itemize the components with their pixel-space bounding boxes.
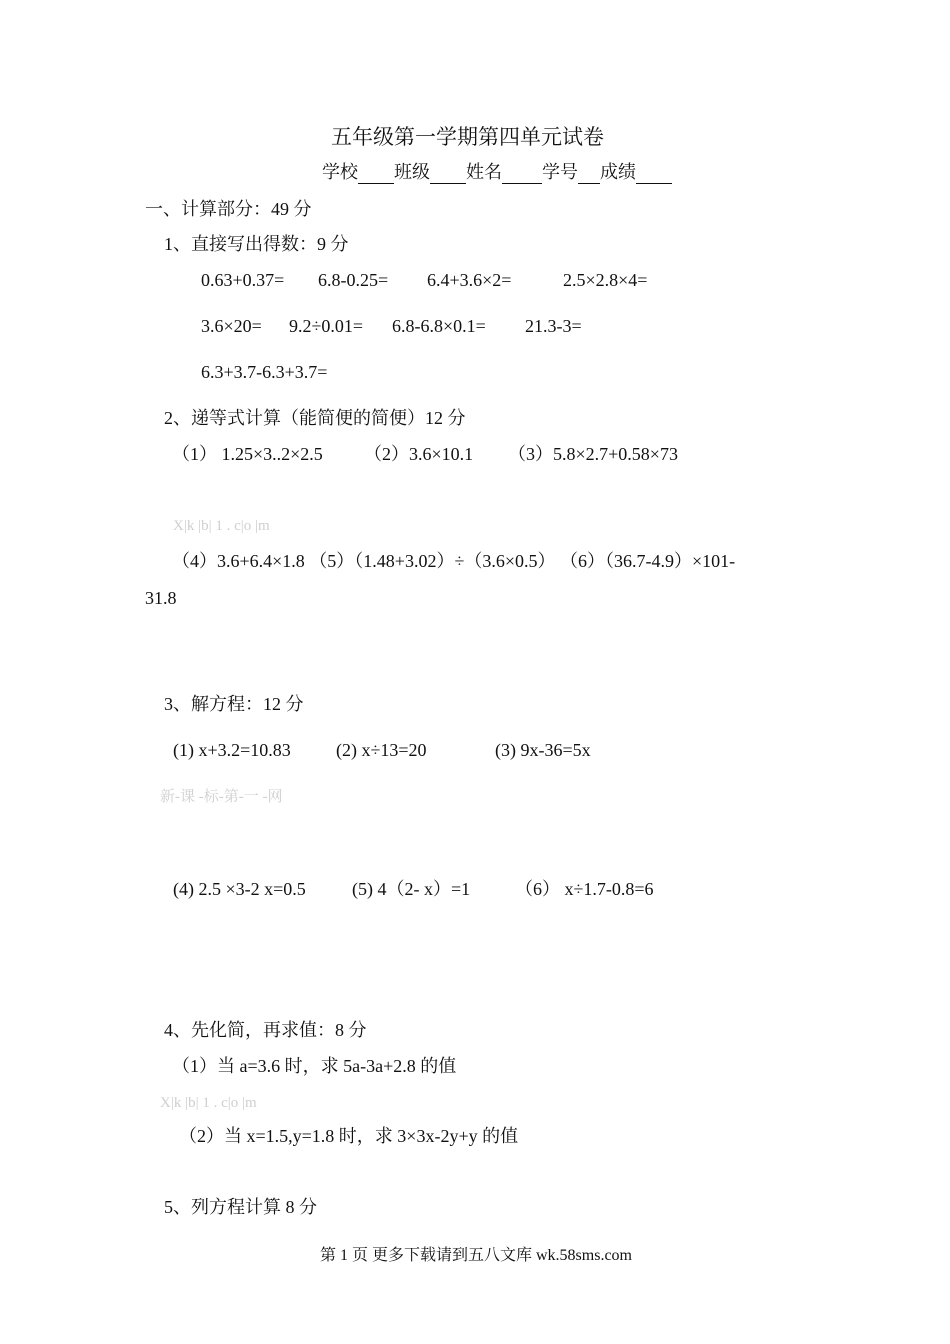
q1-item: 6.8-0.25= [318, 270, 389, 290]
q3-heading: 3、解方程：12 分 [164, 694, 304, 714]
q1-item: 2.5×2.8×4= [563, 270, 648, 290]
school-blank[interactable] [358, 161, 394, 184]
q2-item: （1） 1.25×3..2×2.5 [172, 444, 323, 464]
q3-item: (3) 9x-36=5x [495, 740, 591, 760]
watermark-text: 新-课 -标-第-一 -网 [160, 789, 283, 805]
q1-item: 21.3-3= [525, 316, 582, 336]
name-label: 姓名 [466, 162, 502, 182]
q1-item: 9.2÷0.01= [289, 316, 364, 336]
q1-heading: 1、直接写出得数：9 分 [164, 234, 349, 254]
q1-item: 0.63+0.37= [201, 270, 285, 290]
class-blank[interactable] [430, 161, 466, 184]
student-info-line [322, 161, 672, 183]
q3-item: (4) 2.5 ×3-2 x=0.5 [173, 879, 306, 899]
q4-part-2: （2）当 x=1.5,y=1.8 时，求 3×3x-2y+y 的值 [179, 1126, 519, 1146]
number-blank[interactable] [578, 161, 600, 184]
q2-row-2-continued: 31.8 [145, 588, 177, 608]
q2-heading: 2、递等式计算（能简便的简便）12 分 [164, 408, 466, 428]
watermark-text: X|k |b| 1 . c|o |m [160, 1095, 257, 1111]
q2-item: （3）5.8×2.7+0.58×73 [508, 444, 678, 464]
class-label: 班级 [394, 162, 430, 182]
score-blank[interactable] [636, 161, 672, 184]
school-label: 学校 [322, 162, 358, 182]
q1-item: 3.6×20= [201, 316, 262, 336]
score-label: 成绩 [600, 162, 636, 182]
q3-item: （6） x÷1.7-0.8=6 [515, 879, 654, 899]
name-blank[interactable] [502, 161, 542, 184]
page-title: 五年级第一学期第四单元试卷 [331, 125, 604, 149]
q1-item: 6.8-6.8×0.1= [392, 316, 486, 336]
q1-item: 6.4+3.6×2= [427, 270, 512, 290]
q2-item: （2）3.6×10.1 [364, 444, 474, 464]
number-label: 学号 [542, 162, 578, 182]
q4-part-1: （1）当 a=3.6 时，求 5a-3a+2.8 的值 [172, 1056, 457, 1076]
q3-item: (5) 4（2- x）=1 [352, 879, 471, 899]
q3-item: (2) x÷13=20 [336, 740, 427, 760]
watermark-text: X|k |b| 1 . c|o |m [173, 518, 270, 534]
page-footer: 第 1 页 更多下载请到五八文库 wk.58sms.com [320, 1247, 633, 1264]
q2-row-2: （4）3.6+6.4×1.8 （5）（1.48+3.02）÷（3.6×0.5） （6）（36.7-4.9）×101- [172, 551, 736, 571]
q1-item: 6.3+3.7-6.3+3.7= [201, 362, 328, 382]
q3-item: (1) x+3.2=10.83 [173, 740, 291, 760]
q5-heading: 5、列方程计算 8 分 [164, 1197, 317, 1217]
part1-heading: 一、计算部分：49 分 [145, 199, 312, 219]
q4-heading: 4、先化简，再求值：8 分 [164, 1020, 367, 1040]
